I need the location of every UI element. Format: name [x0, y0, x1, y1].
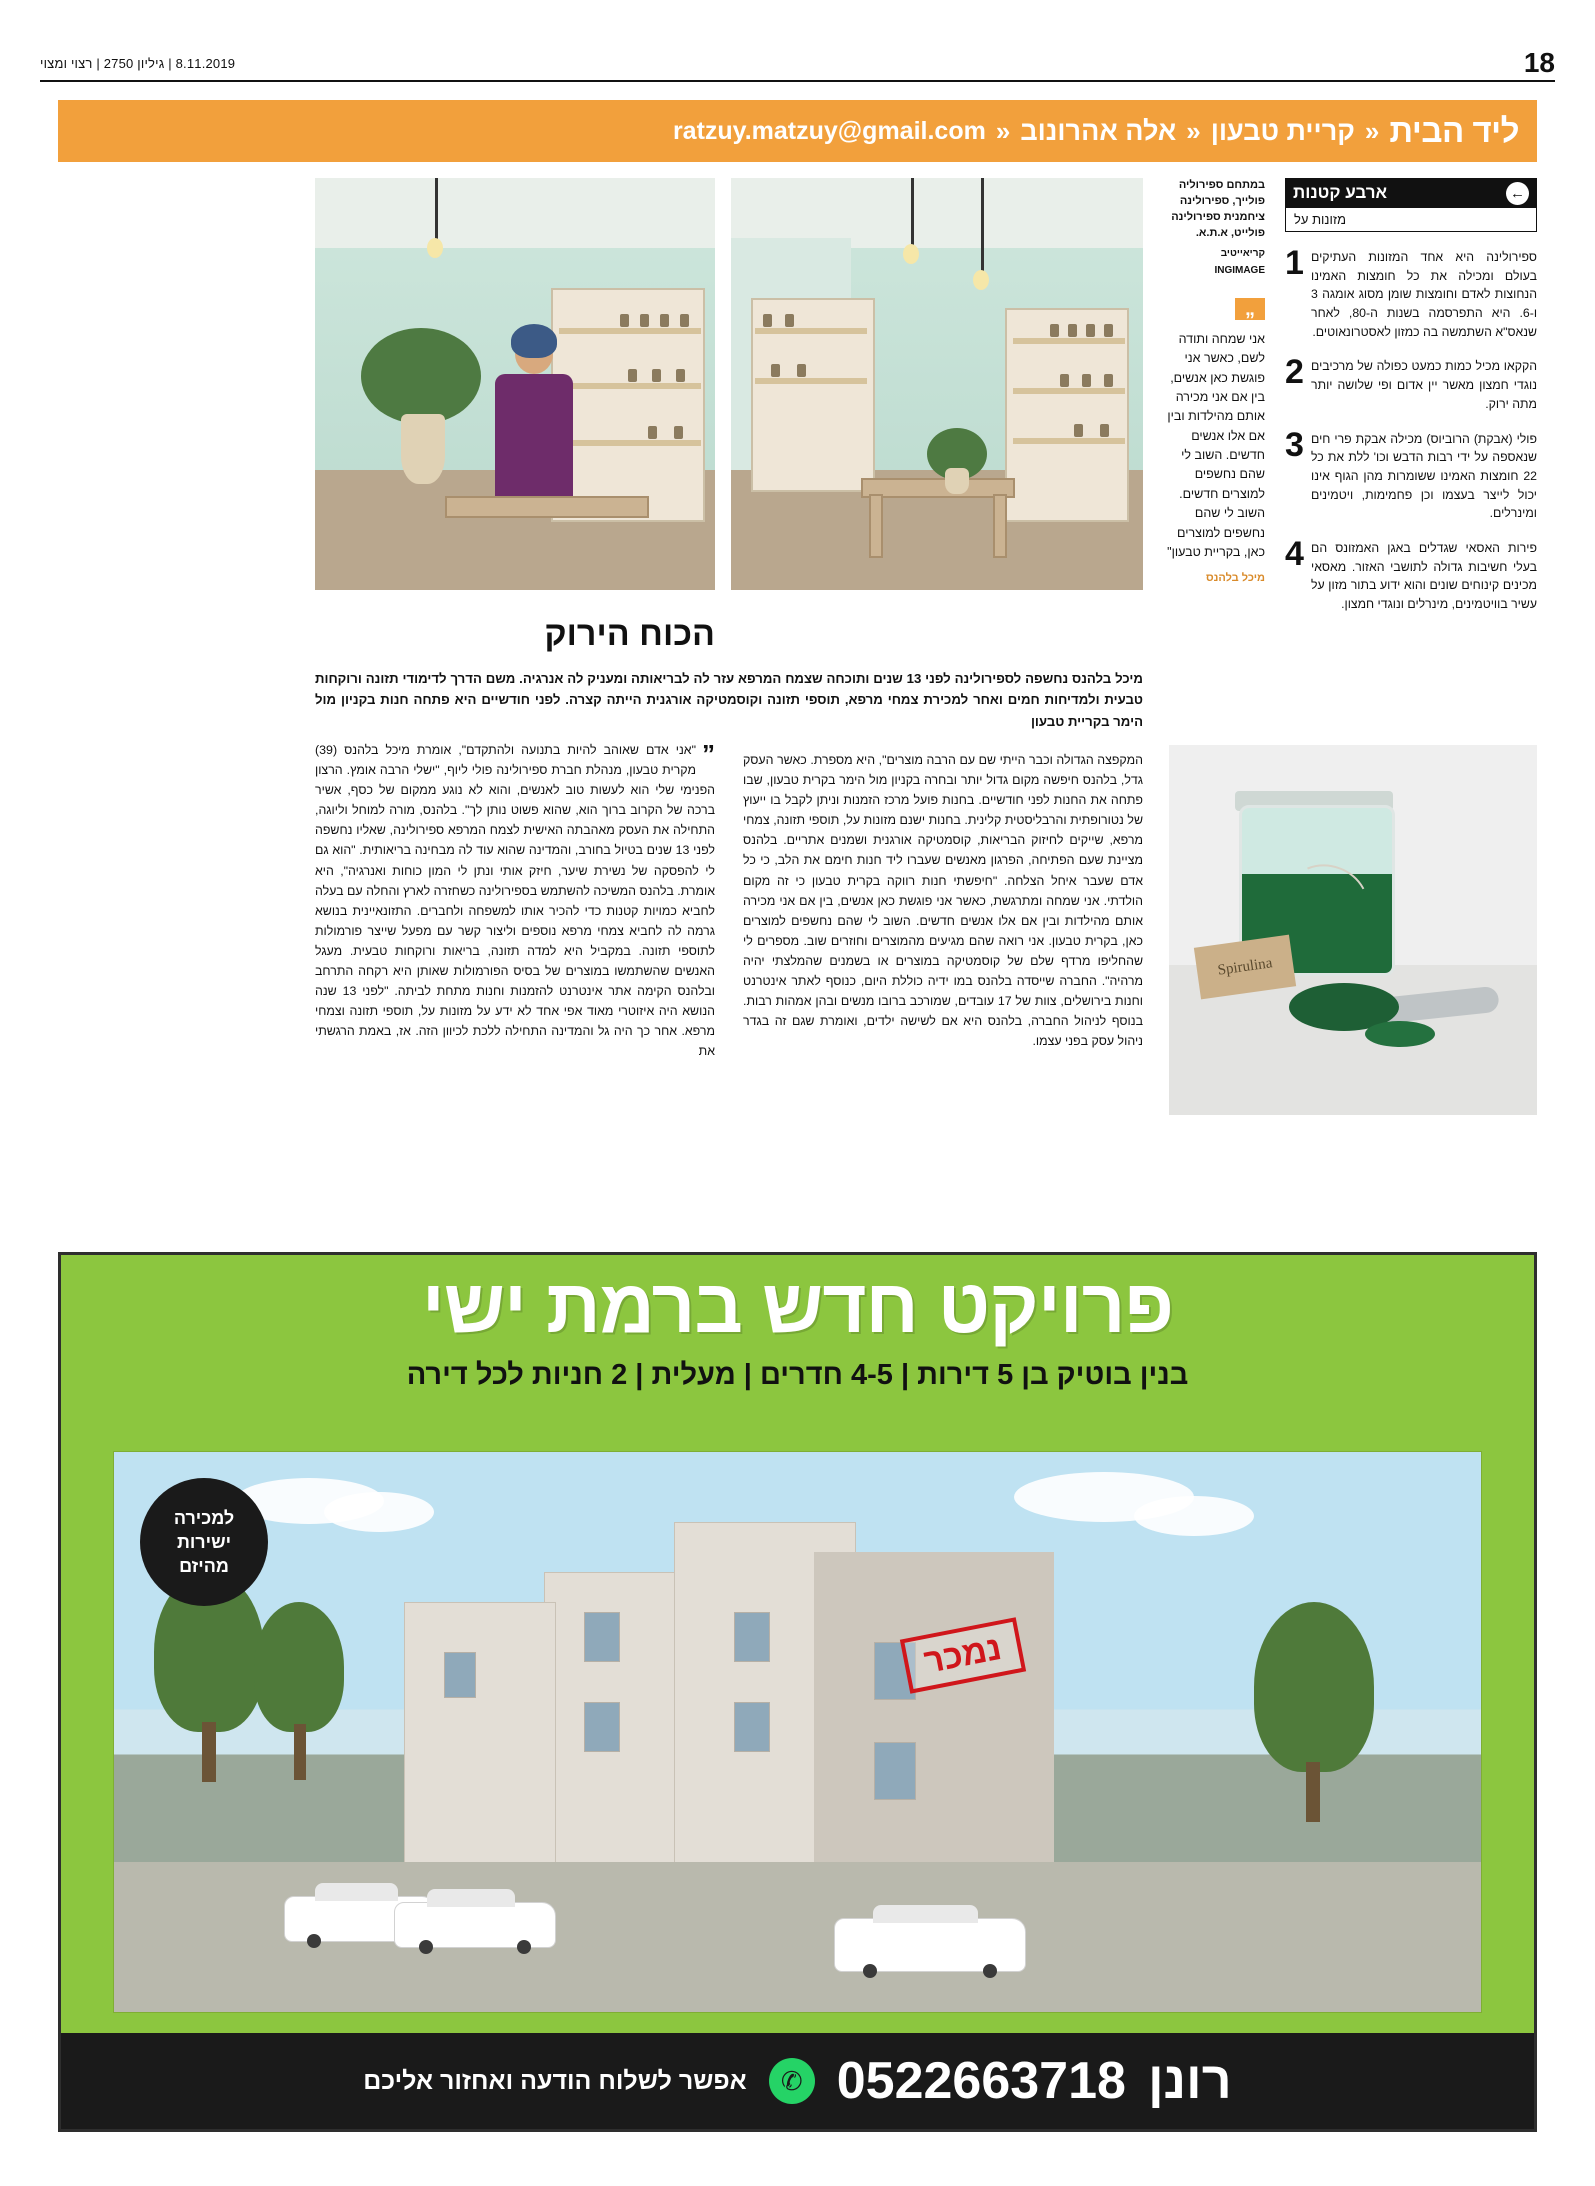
pull-quote-author: מיכל בלהנס: [1205, 572, 1265, 585]
pull-quote: אני שמחה ותודה לשם, כאשר אני פוגשת כאן אנשים, בין אם אני מכירה אותם מהילדות ובין אם אלו אנשים חדשים. השוב לי שהם נחשפים למוצרים חדשים. השוב לי שהם נחשפים למוצרים כאן, בקריית טבעון": [1167, 331, 1265, 559]
section-location: קריית טבעון: [1210, 115, 1355, 146]
list-item: [1285, 353, 1537, 413]
advertisement[interactable]: [58, 1252, 1537, 2132]
quote-mark-icon: „: [1235, 298, 1265, 320]
photo-credit: INGIMAGE: [1214, 264, 1265, 276]
list-item-text: ספירולינה היא אחד המזונות העתיקים בעולם ומכילה את כל חומצות האמינו הנחוצות לאדם וחומצות שומן מסוג אומגה 3 ו-6. היא התפרסמה בשנות ה-80, לאחר שנאס"א השתמשה בה כמזון לאסטרונאוטים.: [1311, 250, 1538, 339]
sold-stamp: נמכר: [900, 1617, 1026, 1693]
photo-credit-line: קריאייטיב: [1220, 247, 1265, 259]
ad-badge-line2: ישירות: [176, 1531, 232, 1552]
list-item: [1285, 534, 1537, 614]
list-item-number: 2: [1285, 353, 1304, 392]
list-item-text: פירות האסאי שגדלים באגן האמזונס הם בעלי חשיבות גדולה לתושבי האזור. מאסאי מכינים קינוחים שונים והוא ידוע בתור מזון על עשיר בוויטמינים, מינרלים ונוגדי חמצון.: [1311, 540, 1537, 611]
ad-badge: [140, 1478, 268, 1606]
page-number: 18: [1523, 47, 1555, 78]
four-facts-subtitle: מזונות על: [1285, 208, 1537, 232]
ad-badge-line3: מהיזם: [179, 1555, 229, 1576]
list-item-text: הקקאו מכיל כמות כמעט כפולה של מרכיבים נוגדי חמצון מאשר יין אדום ופי שלושה יותר מתה ירוק.: [1311, 359, 1537, 411]
four-facts-header: [1285, 178, 1537, 208]
separator-icon: «: [1186, 115, 1201, 146]
article-body-rest: בלהנס, מורה למוחל וליוגה, התחילה את העסק מאהבתה האישית לצמח המרפא ספירולינה, שאליו נחשפה לפני 13 שנים בטיול בחורב, והמדינה שהוא עוד לה מבחינה בריאותית. "הוא גם לי להפסקה של נשירת שיער, חיזק אותי ונתן לי המון כוחות ואנרגיה", היא אומרת. בלהנס המשיכה להשתמש בספירולינה כשחזרה לארץ והחלה עם בעלה לחביא כמויות קטנות כדי להכיר אותו למשפחה ולחברים. התזונאיינית בנושא גרמה לה לחביא צמחי מרפא נוספים וליצור קשר עם מפעל שייצר פורמולות לתוספי תזונה. במקביל היא למדה תזונה, בריאות ורוקחות טבעית. מעגל האנשים שהשתמשו במוצרים של בסיס הפורמולות שאותן היא רקחה התרחב ובלהנס הקימה אתר אינטרנט להזמנות וחנות מתחת לביתה. "לפני 13 שנה הנושא היה איזוטרי מאוד אפי אחד לא ידע על מזונות על, תוספי תזונה וצמחי מרפא. אחר כך היה גל והמדינה התחילה ללכת לכיוון הזה. אז, באמת הרגשתי את: [315, 803, 715, 1059]
photo-shop-interior: [731, 178, 1143, 590]
whatsapp-icon[interactable]: ✆: [769, 2058, 815, 2104]
ad-building-image: [113, 1451, 1482, 2013]
photo-spirulina-jar: Spirulina: [1169, 745, 1537, 1115]
section-author: אלה אהרונוב: [1020, 115, 1177, 146]
four-facts-title: ארבע קטנות: [1293, 183, 1388, 202]
arrow-left-icon: ←: [1506, 182, 1529, 205]
ad-subtitle: בנין בוטיק בן 5 דירות | 4-5 חדרים | מעלית | 2 חניות לכל דירה: [406, 1359, 1189, 1391]
masthead: [40, 46, 1555, 82]
article-lead: מיכל בלהנס נחשפה לספירולינה לפני 13 שנים ותוכחה שצמח המרפא עזר לה לבריאותה ומעניק לה אנרגיה. משם הדרך לדימודי תזונה ורוקחות טבעית ולמדיחות חמים ואחר למכירת צמחי מרפא, תוספי תזונה וקוסמטיקה אורגנית הייתה קצרה. לפני חודשיים היא פתחה חנות בקניון מול הימר בקריית טבעון: [315, 671, 1143, 729]
ad-contact-bar[interactable]: [61, 2033, 1534, 2129]
list-item: [1285, 244, 1538, 341]
masthead-issue-info: 8.11.2019 | גיליון 2750 | רצוי ומצוי: [40, 55, 236, 71]
list-item: [1285, 425, 1537, 523]
article-body-column-right: [315, 740, 715, 1062]
list-item-text: פולי (אבקת) הרוביוס) מכילה אבקת פרי חים שנאספה על ידי רבות הדבש וכו' ללת את כל 22 חומצות האמינו ששומרות מהן הגוף אינו יכול לייצר בעצמו וכן פחמימות, ויטמינים ומינרלים.: [1311, 431, 1537, 521]
article-body-quote-lead: "אני אדם שאוהב להיות בתנועה ולהתקדם", אומרת מיכל בלהנס (39) מקרית טבעון, מנהלת חברת ספירולינה פולי ליוף, "ישלי הרבה אומץ. הרצון הפנימי שלי הוא לעשות טוב לאנשים, והוא לא נוגע ממקום של כסף, אשיר ברכה של הקרוב ברוך הוא, שהוא פשוט נותן לך".: [315, 743, 715, 818]
ad-contact-phone[interactable]: 0522663718: [836, 2052, 1126, 2110]
ad-contact-note: אפשר לשלוח הודעה ואחזור אליכם: [363, 2066, 747, 2095]
ad-title: פרויקט חדש ברמת ישי: [421, 1264, 1174, 1349]
separator-icon: «: [1364, 115, 1380, 146]
article-headline: הכוח הירוק: [544, 615, 715, 653]
photo-owner-in-shop: [315, 178, 715, 590]
ad-contact-name: רונן: [1147, 2052, 1232, 2110]
ad-badge-line1: למכירה: [173, 1507, 235, 1528]
section-banner: [58, 100, 1537, 162]
section-title: ליד הבית: [1389, 112, 1519, 149]
list-item-number: 3: [1285, 425, 1304, 464]
sidebar-four-facts: [1285, 178, 1537, 614]
article-body-column-middle: המקפצה הגדולה וכבר הייתי שם עם הרבה מוצרים", היא מספרת. כאשר העסק גדל, בלהנס חיפשה מקום גדול יותר ובחרה בקניון מול הימר בקרית טבעון, שבו פתחה את החנות לפני חודשיים. בחנות פועל מרכז הזמנות וניתן לקבל בו ייעוץ של נטורופתית והרבליסטית קלינית. בחנות ישנם מזונות על, תוספי תזונה, צמחי מרפא, שייקים לחיזוק הבריאות, קוסמטיקה אורגנית ושמנים אתריים. בלהנס מציינת שעם הפתיחה, הפרגון מאנשים שעברו ליד חנות חימם את הלב, כי כל אדם שעבר איחל הצלחה. "חיפשתי חנות רווקה בקרית טבעון כי זה מקום הולדתי. אני שמחה ומתרגשת, כאשר אני פוגשת כאן אנשים, בין אם אני מכירה אותם מהילדות ובין אם אלו אנשים חדשים. השוב לי שהם נחשפים למוצרים כאן, בקרית טבעון. אני רואה שהם מגיעים מהמוצרים וחוזרים שוב. מספרים לי שהחליפו מרדף שלם של קוסמטיקה במוצרים או בשמנים שהמלצתי יהיה מרהיה". החברה שייסדה בלהנס במו ידיה כוללת היום, כנוסף לאתר אינטרנט וחנות בירושלים, צוות של 17 עובדים, שמורכב ברובו מנשים ובהן אמהות רבות. בנוסף לניהול החברה, בלהנס היא אם לשישה ילדים, ואומרת שגם זה בגדר ניהול עסק בפני עצמו.: [743, 753, 1143, 1049]
photo-caption: במתחם ספירוליה פולייך, ספירולינה ציחמנית ספירולינה פולייט, א.ת.א.: [1171, 179, 1265, 239]
section-email[interactable]: ratzuy.matzuy@gmail.com: [672, 116, 986, 145]
quote-glyph: ”: [702, 739, 715, 769]
list-item-number: 4: [1285, 534, 1304, 573]
separator-icon: «: [995, 115, 1011, 146]
photo-caption-column: [1153, 178, 1265, 584]
list-item-number: 1: [1285, 244, 1304, 282]
